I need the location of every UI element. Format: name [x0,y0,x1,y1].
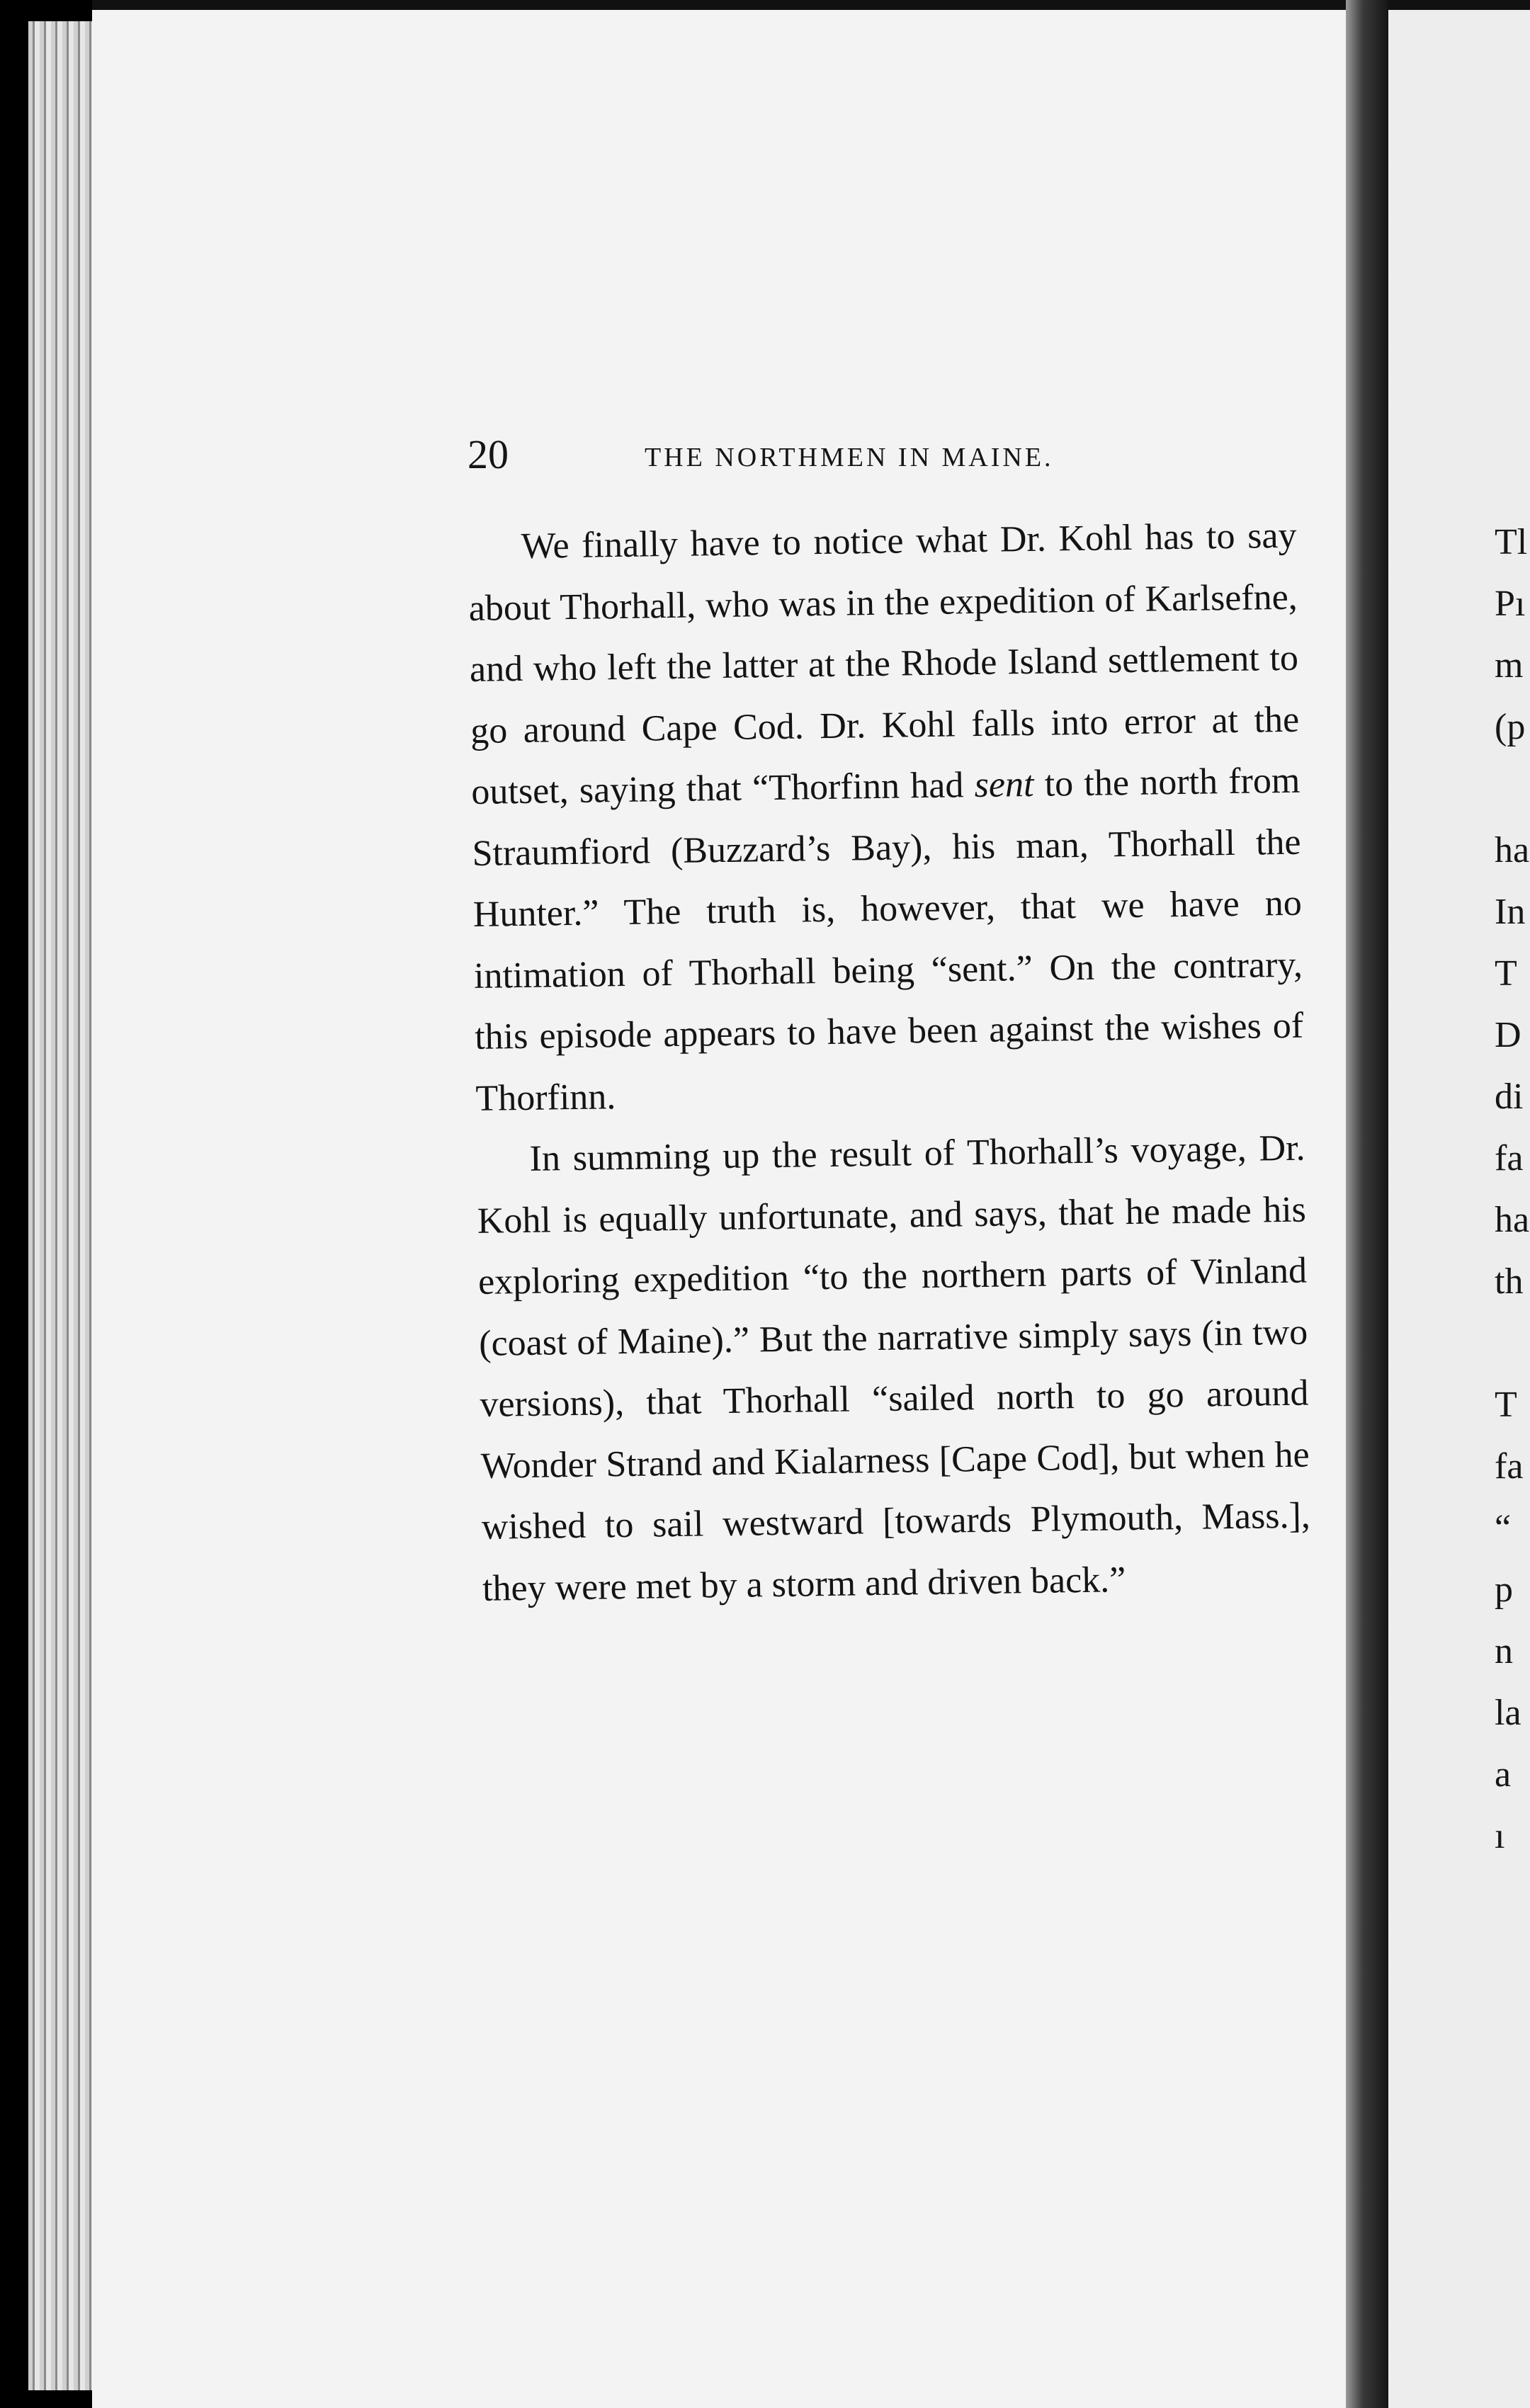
paragraph-text: We finally have to notice what Dr. Kohl has to say about Thorhall, who was in the expedition of Karlsefne, and who left the latter at the Rhode Island settlement to go around Cape Cod. Dr. Kohl falls into error at the outset, saying that “Thorfinn had [468,515,1300,812]
facing-page-text [1495,511,1529,1867]
paragraph [468,506,1305,1130]
binding-shadow [1346,0,1388,2408]
facing-page-fragment: la [1495,1693,1522,1733]
facing-page-fragment: fa [1495,1138,1524,1179]
facing-page-fragment: D [1495,1015,1522,1055]
facing-page-fragment: Tl [1495,522,1528,562]
facing-page-fragment: ha [1495,1200,1530,1240]
facing-page-fragment: ha [1495,830,1530,870]
facing-page-fragment: ı [1495,1816,1505,1856]
facing-page-fragment: Pı [1495,584,1526,624]
facing-page-fragment: th [1495,1261,1524,1302]
facing-page-fragment: di [1495,1077,1524,1117]
facing-page-fragment: a [1495,1754,1512,1795]
facing-page-fragment: (p [1495,707,1526,747]
body-text [468,506,1312,1620]
facing-page-fragment: In [1495,892,1526,932]
running-head: THE NORTHMEN IN MAINE. [645,443,1054,472]
paragraph [476,1118,1312,1620]
facing-page-fragment: “ [1495,1508,1512,1548]
facing-page-fragment: T [1495,1385,1517,1425]
facing-page-fragment [1495,1312,1529,1374]
facing-page-fragment: p [1495,1569,1513,1610]
facing-page-fragment [1495,758,1529,819]
paragraph-text: to the north from Straumfiord (Buzzard’s Bay), his man, Thorhall the Hunter.” The truth is, however, that we have no intimation of Thorhall being “sent.” On the contrary, this episode appears to have been against the wishes of Thorfinn. [472,760,1304,1119]
facing-page-fragment: T [1495,953,1517,994]
facing-page-fragment: m [1495,645,1524,686]
facing-page-fragment: fa [1495,1446,1524,1487]
page-number: 20 [468,431,509,477]
facing-page [1388,0,1530,2408]
emphasis-text: sent [974,763,1034,806]
facing-page-fragment: n [1495,1631,1513,1671]
paragraph-text: In summing up the result of Thorhall’s voyage, Dr. Kohl is equally unfortunate, and says, that he made his exploring expedition “to the northern parts of Vinland (coast of Maine).” But the narrative simply says (in two versions), that Thorhall “sailed north to go around Wonder Strand and Kialarness [Cape Cod], but when he wished to sail westward [towards Plymouth, Mass.], they were met by a storm and driven back.” [477,1128,1311,1609]
